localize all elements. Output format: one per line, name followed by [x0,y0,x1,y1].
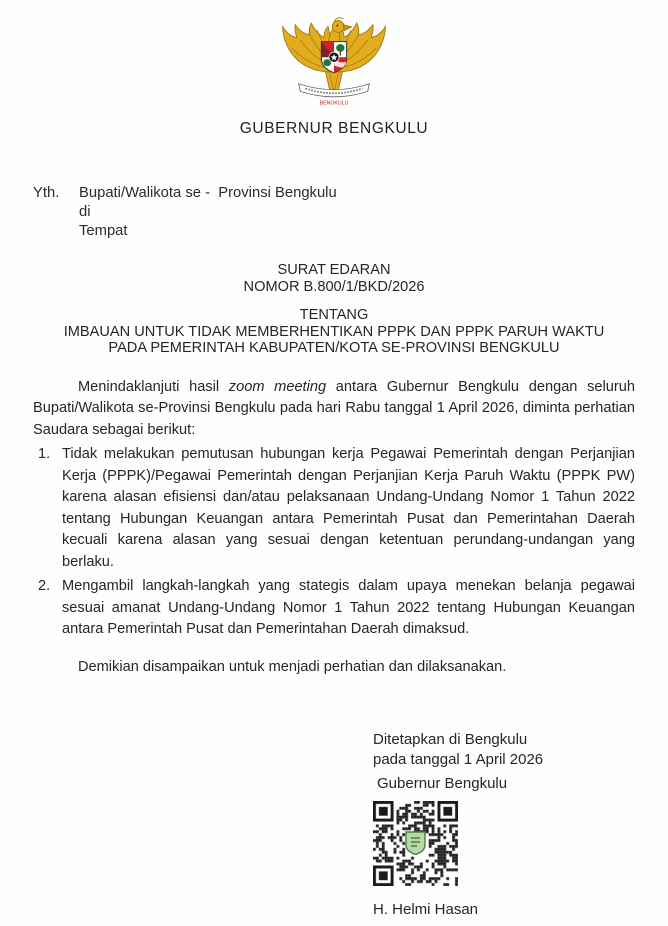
addressee-line-recipient: Bupati/Walikota se - Provinsi Bengkulu [79,185,337,201]
opening-paragraph [33,377,635,442]
letterhead-title: GUBERNUR BENGKULU [239,120,429,137]
list-item-1-number: 1. [38,446,51,462]
list-item-2-text: Mengambil langkah-langkah yang stategis dalam upaya menekan belanja pegawai sesuai amanat Undang-Undang Nomor 1 Tahun 2022 tentang Hubungan Keuangan antara Pemerintah Pusat dan Pemerintahan Daerah dimaksud. [62,578,635,637]
addressee-block [33,184,635,241]
signature-date-line: pada tanggal 1 April 2026 [373,750,544,768]
doc-number: NOMOR B.800/1/BKD/2026 [243,278,425,295]
list-item-1-text: Tidak melakukan pemutusan hubungan kerja Pegawai Pemerintah dengan Perjanjian Kerja (PPPK)/Pegawai Pemerintah dengan Perjanjian Kerja Paruh Waktu (PPPK PW) karena alasan efisiensi dan/atau pelaksanaan Undang-Undang Nomor 1 Tahun 2022 tentang Hubungan Keuangan antara Pemerintah Pusat dan Pemerintahan Daerah kecuali karena alasan yang sesuai dengan ketentuan perundang-undangan yang berlaku. [62,446,635,570]
list-item-2 [33,576,635,641]
opening-text-pre: Menindaklanjuti hasil [78,378,229,395]
signature-block [373,730,635,919]
garuda-emblem-icon [275,16,393,106]
opening-text-italic: zoom meeting [228,378,327,395]
svg-text:BENGKULU: BENGKULU [319,100,349,106]
doc-subject-line1: IMBAUAN UNTUK TIDAK MEMBERHENTIKAN PPPK DAN PPPK PARUH WAKTU [63,323,605,340]
numbered-list [33,444,635,641]
doc-about-label: TENTANG [299,307,369,323]
qr-center-shield-icon [405,831,426,855]
doc-type-title: SURAT EDARAN [277,262,391,278]
addressee-salutation: Yth. [33,185,60,201]
addressee-line-tempat: Tempat [79,223,128,239]
signature-place-line: Ditetapkan di Bengkulu [373,731,528,748]
signature-position-title: Gubernur Bengkulu [377,775,508,792]
signature-qr-code [373,801,458,886]
opening-text-post: antara Gubernur Bengkulu dengan seluruh Bupati/Walikota se-Provinsi Bengkulu pada hari Rabu tanggal 1 April 2026, diminta perhatian Saudara sebagai berikut: [33,378,635,438]
list-item-1 [33,444,635,573]
doc-subject-line2: PADA PEMERINTAH KABUPATEN/KOTA SE-PROVINSI BENGKULU [108,340,560,356]
closing-paragraph: Demikian disampaikan untuk menjadi perhatian dan dilaksanakan. [78,658,507,675]
signatory-name: H. Helmi Hasan [373,900,479,918]
list-item-2-number: 2. [38,578,51,594]
document-heading [33,262,635,357]
addressee-line-di: di [79,204,91,220]
